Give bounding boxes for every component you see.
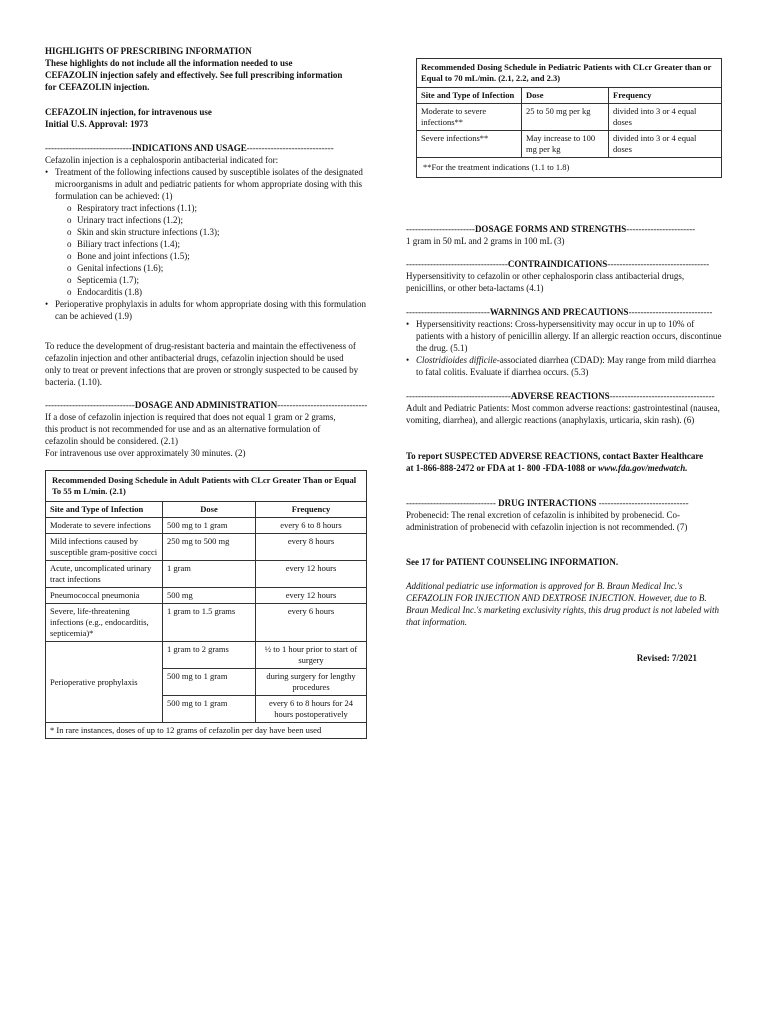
table-caption: Recommended Dosing Schedule in Pediatric Patients with CLcr Greater than or Equal to 70 mL/min. (2.1, 2.2, and 2.3)	[417, 59, 722, 88]
infection-item: o Biliary tract infections (1.4);	[67, 238, 367, 250]
table-cell: 25 to 50 mg per kg	[522, 104, 609, 131]
counseling-reference: See 17 for PATIENT COUNSELING INFORMATION.	[406, 557, 619, 567]
header-dashes: -----------------------------	[246, 143, 334, 153]
header-title: DOSAGE AND ADMINISTRATION	[134, 400, 278, 410]
table-cell: during surgery for lengthy procedures	[256, 669, 367, 696]
bullet-text: Treatment of the following infections caused by susceptible isolates of the designated microorganisms in adult and pediatric patients for whom appropriate dosing with this formulation can be achieved: (1)	[55, 167, 363, 201]
table-cell: Perioperative prophylaxis	[46, 642, 163, 723]
dosage-text: If a dose of cefazolin injection is required that does not equal 1 gram or 2 grams, this product is not recommended for use and as an alternative formulation of cefazolin should be considered. (2.1)	[45, 412, 336, 446]
table-row	[46, 534, 367, 561]
header-title: ADVERSE REACTIONS	[510, 391, 610, 401]
table-cell: Moderate to severe infections	[46, 518, 163, 534]
table-cell: 500 mg to 1 gram	[163, 669, 256, 696]
table-row	[46, 642, 367, 669]
table-cell: Moderate to severe infections**	[417, 104, 522, 131]
list-item	[406, 354, 722, 378]
interactions-text: Probenecid: The renal excretion of cefazolin is inhibited by probenecid. Co-administration of probenecid with cefazolin injection is not recommended. (7)	[406, 510, 688, 532]
table-caption: Recommended Dosing Schedule in Adult Patients with CLcr Greater Than or Equal To 55 m L/min. (2.1)	[46, 471, 367, 502]
interactions-header	[406, 497, 722, 509]
adult-dosing-table	[45, 470, 367, 739]
header-dashes: ------------------------------	[277, 400, 367, 410]
table-cell: ½ to 1 hour prior to start of surgery	[256, 642, 367, 669]
bullet-text: Hypersensitivity reactions: Cross-hypersensitivity may occur in up to 10% of patients with a history of penicillin allergy. If an allergic reaction occurs, discontinue the drug. (5.1)	[416, 319, 722, 353]
indications-body	[45, 154, 367, 322]
header-title: DOSAGE FORMS AND STRENGTHS	[474, 224, 627, 234]
table-cell: Mild infections caused by susceptible gram-positive cocci	[46, 534, 163, 561]
header-dashes: -----------------------------	[45, 143, 132, 153]
infection-item: o Septicemia (1.7);	[67, 274, 367, 286]
table-header: Site and Type of Infection	[46, 502, 163, 518]
pediatric-note: Additional pediatric use information is approved for B. Braun Medical Inc.'s CEFAZOLIN FOR INJECTION AND DEXTROSE INJECTION. However, due to B. Braun Medical Inc.'s marketing exclusivity rights, this drug product is not labeled with that information.	[406, 581, 720, 627]
adult-table-body	[46, 518, 367, 723]
header-dashes: ----------------------------	[628, 307, 713, 317]
header-dashes: ----------------------------------	[406, 259, 508, 269]
header-title: DRUG INTERACTIONS	[495, 498, 599, 508]
table-cell: May increase to 100 mg per kg	[522, 131, 609, 158]
list-item	[45, 298, 367, 322]
table-cell: divided into 3 or 4 equal doses	[609, 131, 722, 158]
table-cell: Severe, life-threatening infections (e.g., endocarditis, septicemia)*	[46, 604, 163, 642]
header-dashes: ----------------------------------	[607, 259, 710, 269]
table-cell: 500 mg to 1 gram	[163, 696, 256, 723]
organism-name: Clostridioides difficile	[416, 355, 497, 365]
table-cell: divided into 3 or 4 equal doses	[609, 104, 722, 131]
medwatch-link[interactable]: www.fda.gov/medwatch.	[598, 463, 688, 473]
table-cell: every 12 hours	[256, 561, 367, 588]
table-header: Dose	[522, 88, 609, 104]
infection-item: o Urinary tract infections (1.2);	[67, 214, 367, 226]
resistance-statement: To reduce the development of drug-resistant bacteria and maintain the effectiveness of cefazolin injection and other antibacterial drugs, cefazolin injection should be used only to treat or prevent infections that are proven or strongly suspected to be caused by bacteria. (1.10).	[45, 341, 359, 387]
table-header: Frequency	[256, 502, 367, 518]
warnings-list	[406, 318, 722, 378]
contraindications-text: Hypersensitivity to cefazolin or other cephalosporin class antibacterial drugs, penicillins, or other beta-lactams (4.1)	[406, 271, 685, 293]
table-cell: Severe infections**	[417, 131, 522, 158]
header-dashes: -----------------------	[406, 224, 475, 234]
contraindications-header	[406, 258, 722, 270]
header-title: CONTRAINDICATIONS	[507, 259, 608, 269]
indications-header	[45, 142, 367, 154]
table-cell: every 6 to 8 hours	[256, 518, 367, 534]
product-name: CEFAZOLIN injection, for intravenous use	[45, 107, 212, 117]
dosage-header	[45, 399, 367, 411]
highlights-title: HIGHLIGHTS OF PRESCRIBING INFORMATION	[45, 46, 252, 56]
infection-item: o Skin and skin structure infections (1.3);	[67, 226, 367, 238]
header-title: INDICATIONS AND USAGE	[131, 143, 247, 153]
table-cell: every 6 hours	[256, 604, 367, 642]
forms-header	[406, 223, 722, 235]
bullet-text: -associated diarrhea (CDAD): May range from mild diarrhea to fatal colitis. Evaluate if diarrhea occurs. (5.3)	[416, 355, 716, 377]
table-row	[417, 104, 722, 131]
table-cell: 500 mg	[163, 588, 256, 604]
header-title: WARNINGS AND PRECAUTIONS	[489, 307, 629, 317]
approval-date: Initial U.S. Approval: 1973	[45, 119, 149, 129]
adverse-header	[406, 390, 722, 402]
table-footnote: **For the treatment indications (1.1 to 1.8)	[417, 158, 722, 178]
table-cell: Pneumococcal pneumonia	[46, 588, 163, 604]
table-cell: every 6 to 8 hours for 24 hours postoperatively	[256, 696, 367, 723]
warnings-header	[406, 306, 722, 318]
forms-text: 1 gram in 50 mL and 2 grams in 100 mL (3)	[406, 236, 565, 246]
list-item	[45, 166, 367, 298]
table-cell: 500 mg to 1 gram	[163, 518, 256, 534]
table-cell: Acute, uncomplicated urinary tract infections	[46, 561, 163, 588]
table-cell: 1 gram	[163, 561, 256, 588]
pediatric-dosing-table	[416, 58, 722, 178]
indications-intro: Cefazolin injection is a cephalosporin antibacterial indicated for:	[45, 155, 279, 165]
adverse-text: Adult and Pediatric Patients: Most common adverse reactions: gastrointestinal (nausea, vomiting, diarrhea), and allergic reactions (anaphylaxis, urticaria, skin rash). (6)	[406, 403, 720, 425]
table-cell: 1 gram to 1.5 grams	[163, 604, 256, 642]
table-footnote: * In rare instances, doses of up to 12 grams of cefazolin per day have been used	[46, 723, 367, 739]
table-cell: every 12 hours	[256, 588, 367, 604]
table-row	[46, 518, 367, 534]
infection-item: o Endocarditis (1.8)	[67, 286, 367, 298]
table-header: Dose	[163, 502, 256, 518]
table-row	[46, 561, 367, 588]
adverse-report	[406, 450, 706, 474]
highlights-intro: These highlights do not include all the information needed to use CEFAZOLIN injection safely and effectively. See full prescribing information for CEFAZOLIN injection.	[45, 58, 343, 92]
table-row	[46, 588, 367, 604]
table-cell: every 8 hours	[256, 534, 367, 561]
pediatric-table-body	[417, 104, 722, 158]
dosage-text-iv: For intravenous use over approximately 30 minutes. (2)	[45, 448, 246, 458]
header-dashes: ------------------------------	[406, 498, 496, 508]
header-dashes: -----------------------------------	[609, 391, 715, 401]
table-cell: 1 gram to 2 grams	[163, 642, 256, 669]
infection-item: o Respiratory tract infections (1.1);	[67, 202, 367, 214]
bullet-text: Perioperative prophylaxis in adults for whom appropriate dosing with this formulation can be achieved (1.9)	[55, 299, 366, 321]
header-dashes: -----------------------	[626, 224, 696, 234]
list-item	[406, 318, 722, 354]
header-dashes: -----------------------------------	[406, 391, 511, 401]
header-dashes: ------------------------------	[598, 498, 689, 508]
table-row	[417, 131, 722, 158]
revised-date: Revised: 7/2021	[636, 653, 697, 663]
table-header: Site and Type of Infection	[417, 88, 522, 104]
table-header: Frequency	[609, 88, 722, 104]
table-row	[46, 604, 367, 642]
infection-item: o Genital infections (1.6);	[67, 262, 367, 274]
header-dashes: ------------------------------	[45, 400, 135, 410]
infections-list	[55, 202, 367, 298]
infection-item: o Bone and joint infections (1.5);	[67, 250, 367, 262]
report-text: To report SUSPECTED ADVERSE REACTIONS, contact Baxter Healthcare at 1-866-888-2472 or FDA at 1- 800 -FDA-1088 or	[406, 451, 704, 473]
header-dashes: ----------------------------	[406, 307, 490, 317]
table-cell: 250 mg to 500 mg	[163, 534, 256, 561]
